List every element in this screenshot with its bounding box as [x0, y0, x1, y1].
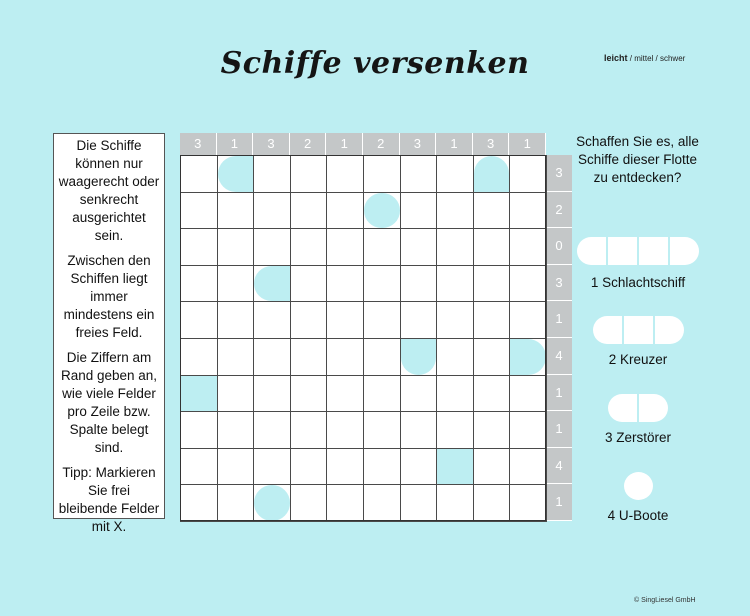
rule-spacing: Zwischen den Schiffen liegt immer mindestens ein freies Feld. [63, 253, 155, 340]
ship-hint-middle [437, 449, 473, 485]
grid-cell[interactable] [473, 484, 511, 522]
grid-cell[interactable] [290, 338, 328, 376]
ship-segment [639, 394, 668, 422]
grid-cell[interactable] [326, 411, 364, 449]
grid-cell[interactable] [217, 411, 255, 449]
grid-cell[interactable] [473, 228, 511, 266]
grid-cell[interactable] [326, 192, 364, 230]
grid-cell[interactable] [473, 265, 511, 303]
row-count-7: 1 [546, 375, 572, 412]
grid-cell[interactable] [180, 301, 218, 339]
grid-cell[interactable] [326, 155, 364, 193]
difficulty-selector [604, 53, 685, 63]
grid-cell[interactable] [363, 375, 401, 413]
grid-cell[interactable] [326, 375, 364, 413]
grid-cell[interactable] [436, 338, 474, 376]
fleet-label-2: 2 Kreuzer [608, 352, 668, 367]
grid-cell[interactable] [253, 301, 291, 339]
ship-hint-submarine [364, 193, 400, 229]
grid-cell[interactable] [473, 411, 511, 449]
grid-cell[interactable] [253, 448, 291, 486]
grid-cell[interactable] [363, 228, 401, 266]
difficulty-hard[interactable]: schwer [659, 54, 686, 63]
rule-orientation: Die Schiffe können nur waagerecht oder senkrecht ausgerichtet sein. [58, 138, 160, 243]
grid-cell[interactable] [436, 265, 474, 303]
grid-cell[interactable] [509, 375, 547, 413]
grid-cell[interactable] [180, 265, 218, 303]
grid-cell[interactable] [473, 375, 511, 413]
ship-hint-end-left [218, 156, 254, 192]
ship-segment [593, 316, 622, 344]
ship-segment [655, 316, 684, 344]
grid-cell[interactable] [290, 448, 328, 486]
grid-cell[interactable] [290, 484, 328, 522]
grid-cell[interactable] [400, 448, 438, 486]
difficulty-separator: / [653, 54, 660, 63]
grid-cell[interactable] [180, 228, 218, 266]
grid-cell[interactable] [473, 448, 511, 486]
grid-cell[interactable] [436, 411, 474, 449]
grid-cell[interactable] [180, 155, 218, 193]
grid-cell[interactable] [509, 448, 547, 486]
ship-segment [639, 237, 668, 265]
grid-cell[interactable] [290, 155, 328, 193]
row-count-10: 1 [546, 484, 572, 521]
grid-cell[interactable] [363, 411, 401, 449]
grid-cell[interactable] [400, 484, 438, 522]
fleet-label-4: 4 U-Boote [607, 508, 669, 523]
puzzle-title: Schiffe versenken [220, 46, 530, 81]
grid-cell[interactable] [363, 301, 401, 339]
grid-cell[interactable] [326, 228, 364, 266]
grid-cell[interactable] [290, 228, 328, 266]
game-board [180, 133, 572, 521]
ship-segment [624, 472, 653, 500]
grid-cell[interactable] [509, 265, 547, 303]
grid-cell[interactable] [400, 375, 438, 413]
grid-cell[interactable] [217, 484, 255, 522]
grid-cell[interactable] [253, 228, 291, 266]
difficulty-separator: / [627, 54, 635, 63]
grid-cell[interactable] [363, 155, 401, 193]
fleet-ship-1 [577, 237, 699, 265]
grid-cell[interactable] [180, 448, 218, 486]
row-count-1: 3 [546, 155, 572, 192]
row-count-6: 4 [546, 338, 572, 375]
grid-cell[interactable] [363, 265, 401, 303]
fleet-question: Schaffen Sie es, alle Schiffe dieser Flotte zu entdecken? [576, 134, 699, 185]
fleet-ship-3 [608, 394, 668, 422]
ship-segment [608, 237, 637, 265]
column-count-1: 3 [180, 133, 217, 155]
grid-cell[interactable] [253, 375, 291, 413]
column-count-2: 1 [217, 133, 254, 155]
ship-hint-end-top [474, 156, 510, 192]
grid-cell[interactable] [400, 192, 438, 230]
column-count-10: 1 [509, 133, 546, 155]
grid-cell[interactable] [217, 228, 255, 266]
grid-cell[interactable] [509, 155, 547, 193]
grid-cell[interactable] [217, 192, 255, 230]
ship-hint-middle [181, 376, 217, 412]
row-count-5: 1 [546, 301, 572, 338]
grid-cell[interactable] [326, 448, 364, 486]
grid-cell[interactable] [400, 155, 438, 193]
grid-cell[interactable] [436, 192, 474, 230]
grid-cell[interactable] [363, 338, 401, 376]
column-count-7: 3 [400, 133, 437, 155]
grid-cell[interactable] [217, 265, 255, 303]
grid-cell[interactable] [363, 448, 401, 486]
grid-cell[interactable] [436, 375, 474, 413]
grid-cell[interactable] [363, 484, 401, 522]
ship-segment [670, 237, 699, 265]
rule-numbers: Die Ziffern am Rand geben an, wie viele Felder pro Zeile bzw. Spalte belegt sind. [60, 350, 158, 455]
column-count-9: 3 [473, 133, 510, 155]
puzzle-grid [180, 155, 546, 521]
grid-cell[interactable] [290, 192, 328, 230]
grid-cell[interactable] [180, 192, 218, 230]
grid-cell[interactable] [326, 301, 364, 339]
ship-hint-end-left [254, 266, 290, 302]
fleet-ship-2 [593, 316, 684, 344]
fleet-ship-4 [624, 472, 653, 500]
grid-cell[interactable] [253, 155, 291, 193]
grid-cell[interactable] [253, 338, 291, 376]
grid-cell[interactable] [326, 338, 364, 376]
difficulty-easy[interactable]: leicht [604, 53, 628, 63]
grid-cell[interactable] [436, 228, 474, 266]
grid-cell[interactable] [253, 411, 291, 449]
rule-tip: Tipp: Markieren Sie frei bleibende Felder mit X. [58, 465, 160, 534]
ship-segment [624, 316, 653, 344]
grid-cell[interactable] [400, 301, 438, 339]
row-count-8: 1 [546, 411, 572, 448]
column-count-8: 1 [436, 133, 473, 155]
grid-cell[interactable] [217, 338, 255, 376]
row-count-2: 2 [546, 192, 572, 229]
grid-cell[interactable] [509, 411, 547, 449]
grid-cell[interactable] [180, 411, 218, 449]
grid-cell[interactable] [509, 484, 547, 522]
grid-cell[interactable] [290, 375, 328, 413]
grid-cell[interactable] [473, 301, 511, 339]
difficulty-medium[interactable]: mittel [634, 54, 654, 63]
column-count-4: 2 [290, 133, 327, 155]
grid-cell[interactable] [290, 411, 328, 449]
grid-cell[interactable] [509, 301, 547, 339]
grid-cell[interactable] [436, 484, 474, 522]
ship-hint-end-bottom [401, 339, 437, 375]
grid-cell[interactable] [509, 228, 547, 266]
fleet-label-3: 3 Zerstörer [604, 430, 672, 445]
grid-cell[interactable] [326, 265, 364, 303]
column-count-5: 1 [326, 133, 363, 155]
row-count-4: 3 [546, 265, 572, 302]
grid-cell[interactable] [473, 338, 511, 376]
grid-cell[interactable] [290, 301, 328, 339]
grid-cell[interactable] [253, 192, 291, 230]
grid-cell[interactable] [180, 484, 218, 522]
grid-cell[interactable] [436, 301, 474, 339]
grid-cell[interactable] [400, 411, 438, 449]
ship-hint-submarine [254, 485, 290, 521]
row-count-9: 4 [546, 448, 572, 485]
copyright: © SingLiesel GmbH [634, 597, 696, 604]
fleet-label-1: 1 Schlachtschiff [590, 275, 686, 290]
grid-cell[interactable] [217, 375, 255, 413]
grid-cell[interactable] [217, 301, 255, 339]
grid-cell[interactable] [290, 265, 328, 303]
grid-cell[interactable] [473, 192, 511, 230]
column-count-6: 2 [363, 133, 400, 155]
grid-cell[interactable] [180, 338, 218, 376]
grid-cell[interactable] [400, 265, 438, 303]
rules-box [53, 133, 165, 534]
grid-cell[interactable] [326, 484, 364, 522]
grid-cell[interactable] [217, 448, 255, 486]
ship-segment [608, 394, 637, 422]
row-count-3: 0 [546, 228, 572, 265]
grid-cell[interactable] [400, 228, 438, 266]
grid-cell[interactable] [436, 155, 474, 193]
grid-cell[interactable] [509, 192, 547, 230]
ship-hint-end-right [510, 339, 546, 375]
ship-segment [577, 237, 606, 265]
column-count-3: 3 [253, 133, 290, 155]
